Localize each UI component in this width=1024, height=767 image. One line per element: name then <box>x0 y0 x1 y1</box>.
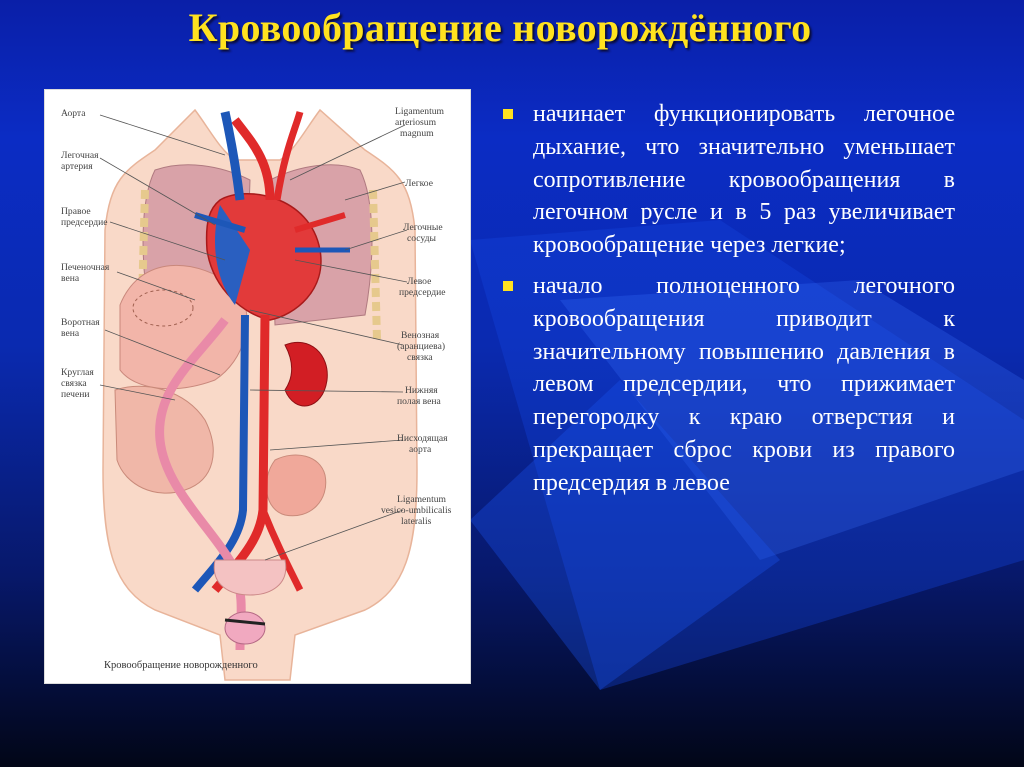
label-pulmonary-artery-2: артерия <box>61 161 93 172</box>
label-round-ligament-1: Круглая <box>61 367 94 378</box>
label-ivc-2: полая вена <box>397 396 441 407</box>
bullet-item-2 <box>495 270 955 500</box>
bullet-item-1 <box>495 98 955 262</box>
label-descending-aorta-1: Нисходящая <box>397 433 448 444</box>
label-pulmonary-artery-1: Легочная <box>61 150 99 161</box>
label-venous-ligament-1: Венозная <box>401 330 440 341</box>
label-lig-vesico-1: Ligamentum <box>397 494 447 505</box>
label-lig-vesico-2: vesico-umbilicalis <box>381 505 452 516</box>
label-round-ligament-3: печени <box>61 389 90 400</box>
label-portal-vein-1: Воротная <box>61 317 100 328</box>
bullet-list <box>495 98 955 508</box>
bullet-text-1: начинает функционировать легочное дыхание, что значительно уменьшает сопротивление кровообращения в легочном русле и в 5 раз увеличивает кровообращение через легкие; <box>533 101 955 259</box>
label-lung: Легкое <box>405 178 433 189</box>
label-hepatic-vein-2: вена <box>61 273 80 284</box>
label-lung-vessels-1: Легочные <box>403 222 443 233</box>
label-lig-vesico-3: lateralis <box>401 516 432 527</box>
bullet-square-icon <box>503 109 513 119</box>
figure-caption: Кровообращение новорожденного <box>104 660 258 671</box>
label-left-atrium-1: Левое <box>407 276 432 287</box>
label-portal-vein-2: вена <box>61 328 80 339</box>
label-round-ligament-2: связка <box>61 378 87 389</box>
label-aorta: Аорта <box>61 108 86 119</box>
slide-title: Кровообращение новорождённого <box>188 5 812 50</box>
bullet-text-2: начало полноценного легочного кровообращения приводит к значительному повышению давления в левом предсердии, что прижимает перегородку к краю отверстия и прекращает сброс крови из правого предсердия в левое <box>533 272 955 496</box>
label-venous-ligament-2: (аранциева) <box>397 341 446 352</box>
label-right-atrium-1: Правое <box>61 206 91 217</box>
label-venous-ligament-3: связка <box>407 352 433 363</box>
label-lung-vessels-2: сосуды <box>407 233 436 244</box>
anatomy-figure <box>44 89 471 684</box>
label-hepatic-vein-1: Печеночная <box>61 262 110 273</box>
label-right-atrium-2: предсердие <box>61 217 108 228</box>
label-left-atrium-2: предсердие <box>399 287 446 298</box>
label-ivc-1: Нижняя <box>405 385 438 396</box>
label-lig-arteriosum-3: magnum <box>400 128 434 139</box>
label-lig-arteriosum-1: Ligamentum <box>395 106 445 117</box>
label-lig-arteriosum-2: arteriosum <box>395 117 437 128</box>
bullet-square-icon <box>503 281 513 291</box>
label-descending-aorta-2: аорта <box>409 444 432 455</box>
